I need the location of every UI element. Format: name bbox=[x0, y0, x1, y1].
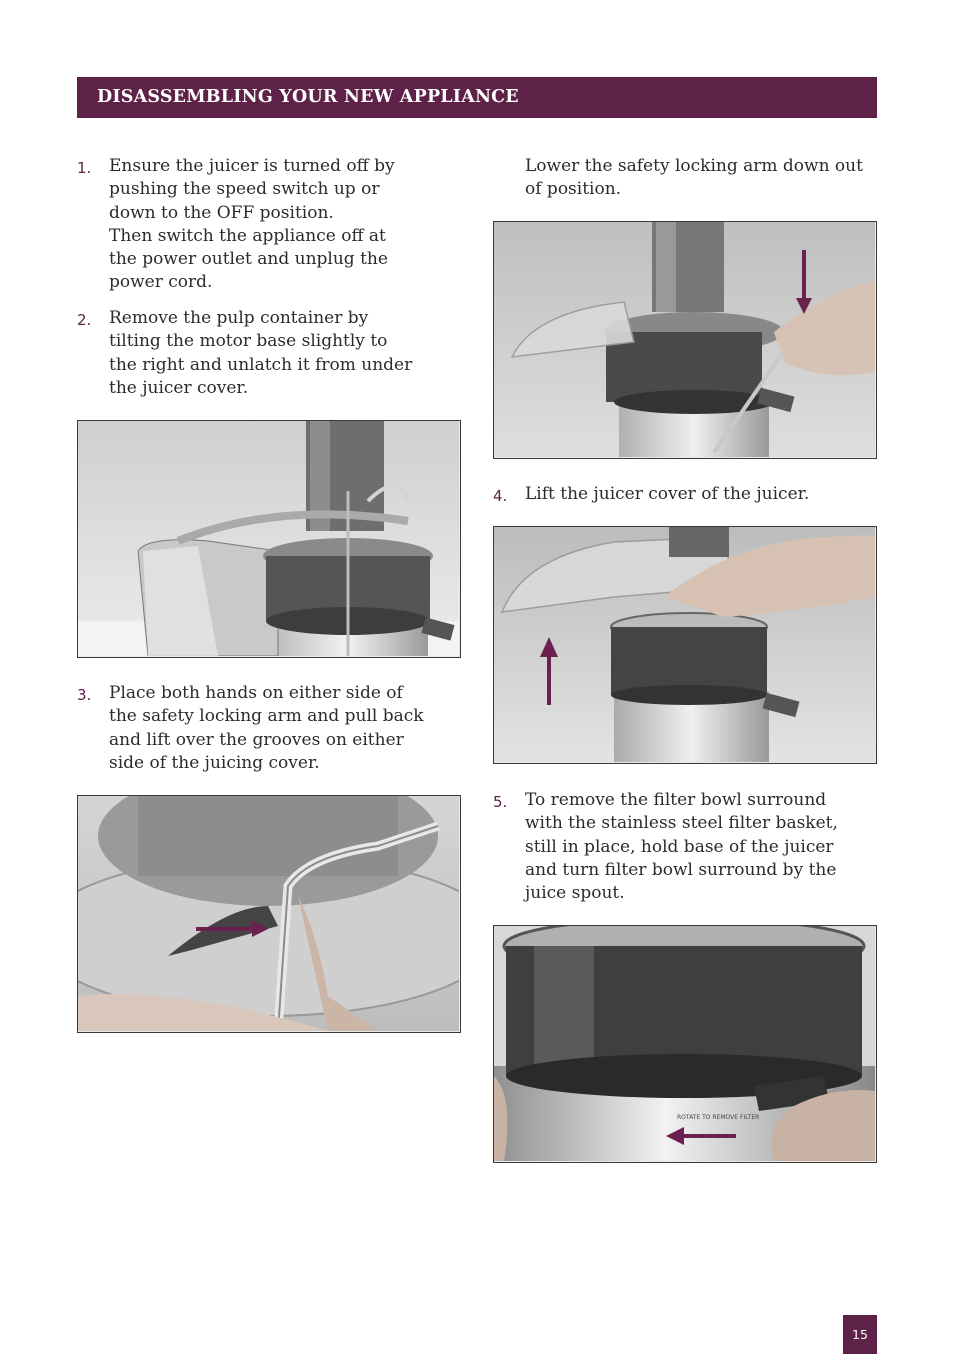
step-line: pushing the speed switch up or bbox=[109, 179, 380, 200]
step-line: Remove the pulp container by bbox=[109, 308, 369, 328]
step-line: side of the juicing cover. bbox=[109, 752, 320, 773]
step-line: of position. bbox=[525, 179, 622, 200]
photo-lift-juicer-cover bbox=[493, 526, 877, 764]
step-line: To remove the filter bowl surround bbox=[525, 790, 827, 810]
step-line: juice spout. bbox=[525, 883, 625, 904]
step-line: with the stainless steel filter basket, bbox=[525, 813, 838, 834]
step-line: still in place, hold base of the juicer bbox=[525, 836, 834, 857]
photo-rotate-filter-bowl bbox=[493, 925, 877, 1163]
step-line: down to the OFF position. bbox=[109, 202, 334, 223]
step-line: Place both hands on either side of bbox=[109, 683, 403, 703]
step-line: the safety locking arm and pull back bbox=[109, 706, 424, 727]
photo-pull-safety-arm bbox=[77, 795, 461, 1033]
step-text bbox=[525, 155, 863, 202]
step-line: the power outlet and unplug the bbox=[109, 249, 388, 270]
photo-remove-pulp-container bbox=[77, 420, 461, 658]
step-number: 3. bbox=[77, 686, 92, 704]
section-title: DISASSEMBLING YOUR NEW APPLIANCE bbox=[97, 87, 519, 107]
step-number: 4. bbox=[493, 487, 508, 505]
step-number: 5. bbox=[493, 793, 508, 811]
step-line: Then switch the appliance off at bbox=[109, 225, 386, 246]
photo-lower-safety-arm bbox=[493, 221, 877, 459]
step-number: 1. bbox=[77, 159, 92, 177]
step-line: the right and unlatch it from under bbox=[109, 354, 413, 375]
step-line: Lift the juicer cover of the juicer. bbox=[525, 484, 810, 504]
step-line: tilting the motor base slightly to bbox=[109, 331, 388, 352]
step-number: 2. bbox=[77, 311, 92, 329]
step-line: Ensure the juicer is turned off by bbox=[109, 156, 395, 176]
step-text bbox=[525, 789, 838, 905]
step-line: Lower the safety locking arm down out bbox=[525, 156, 863, 176]
step-text bbox=[109, 682, 424, 775]
step-line: and turn filter bowl surround by the bbox=[525, 859, 837, 880]
step-text bbox=[109, 155, 395, 295]
page-number: 15 bbox=[843, 1315, 877, 1354]
step-line: and lift over the grooves on either bbox=[109, 729, 404, 750]
section-header-bar bbox=[77, 77, 877, 118]
step-text bbox=[525, 483, 809, 506]
rotate-filter-label: ROTATE TO REMOVE FILTER bbox=[677, 1114, 760, 1121]
step-line: the juicer cover. bbox=[109, 377, 249, 398]
step-line: power cord. bbox=[109, 272, 213, 293]
step-text bbox=[109, 307, 412, 400]
